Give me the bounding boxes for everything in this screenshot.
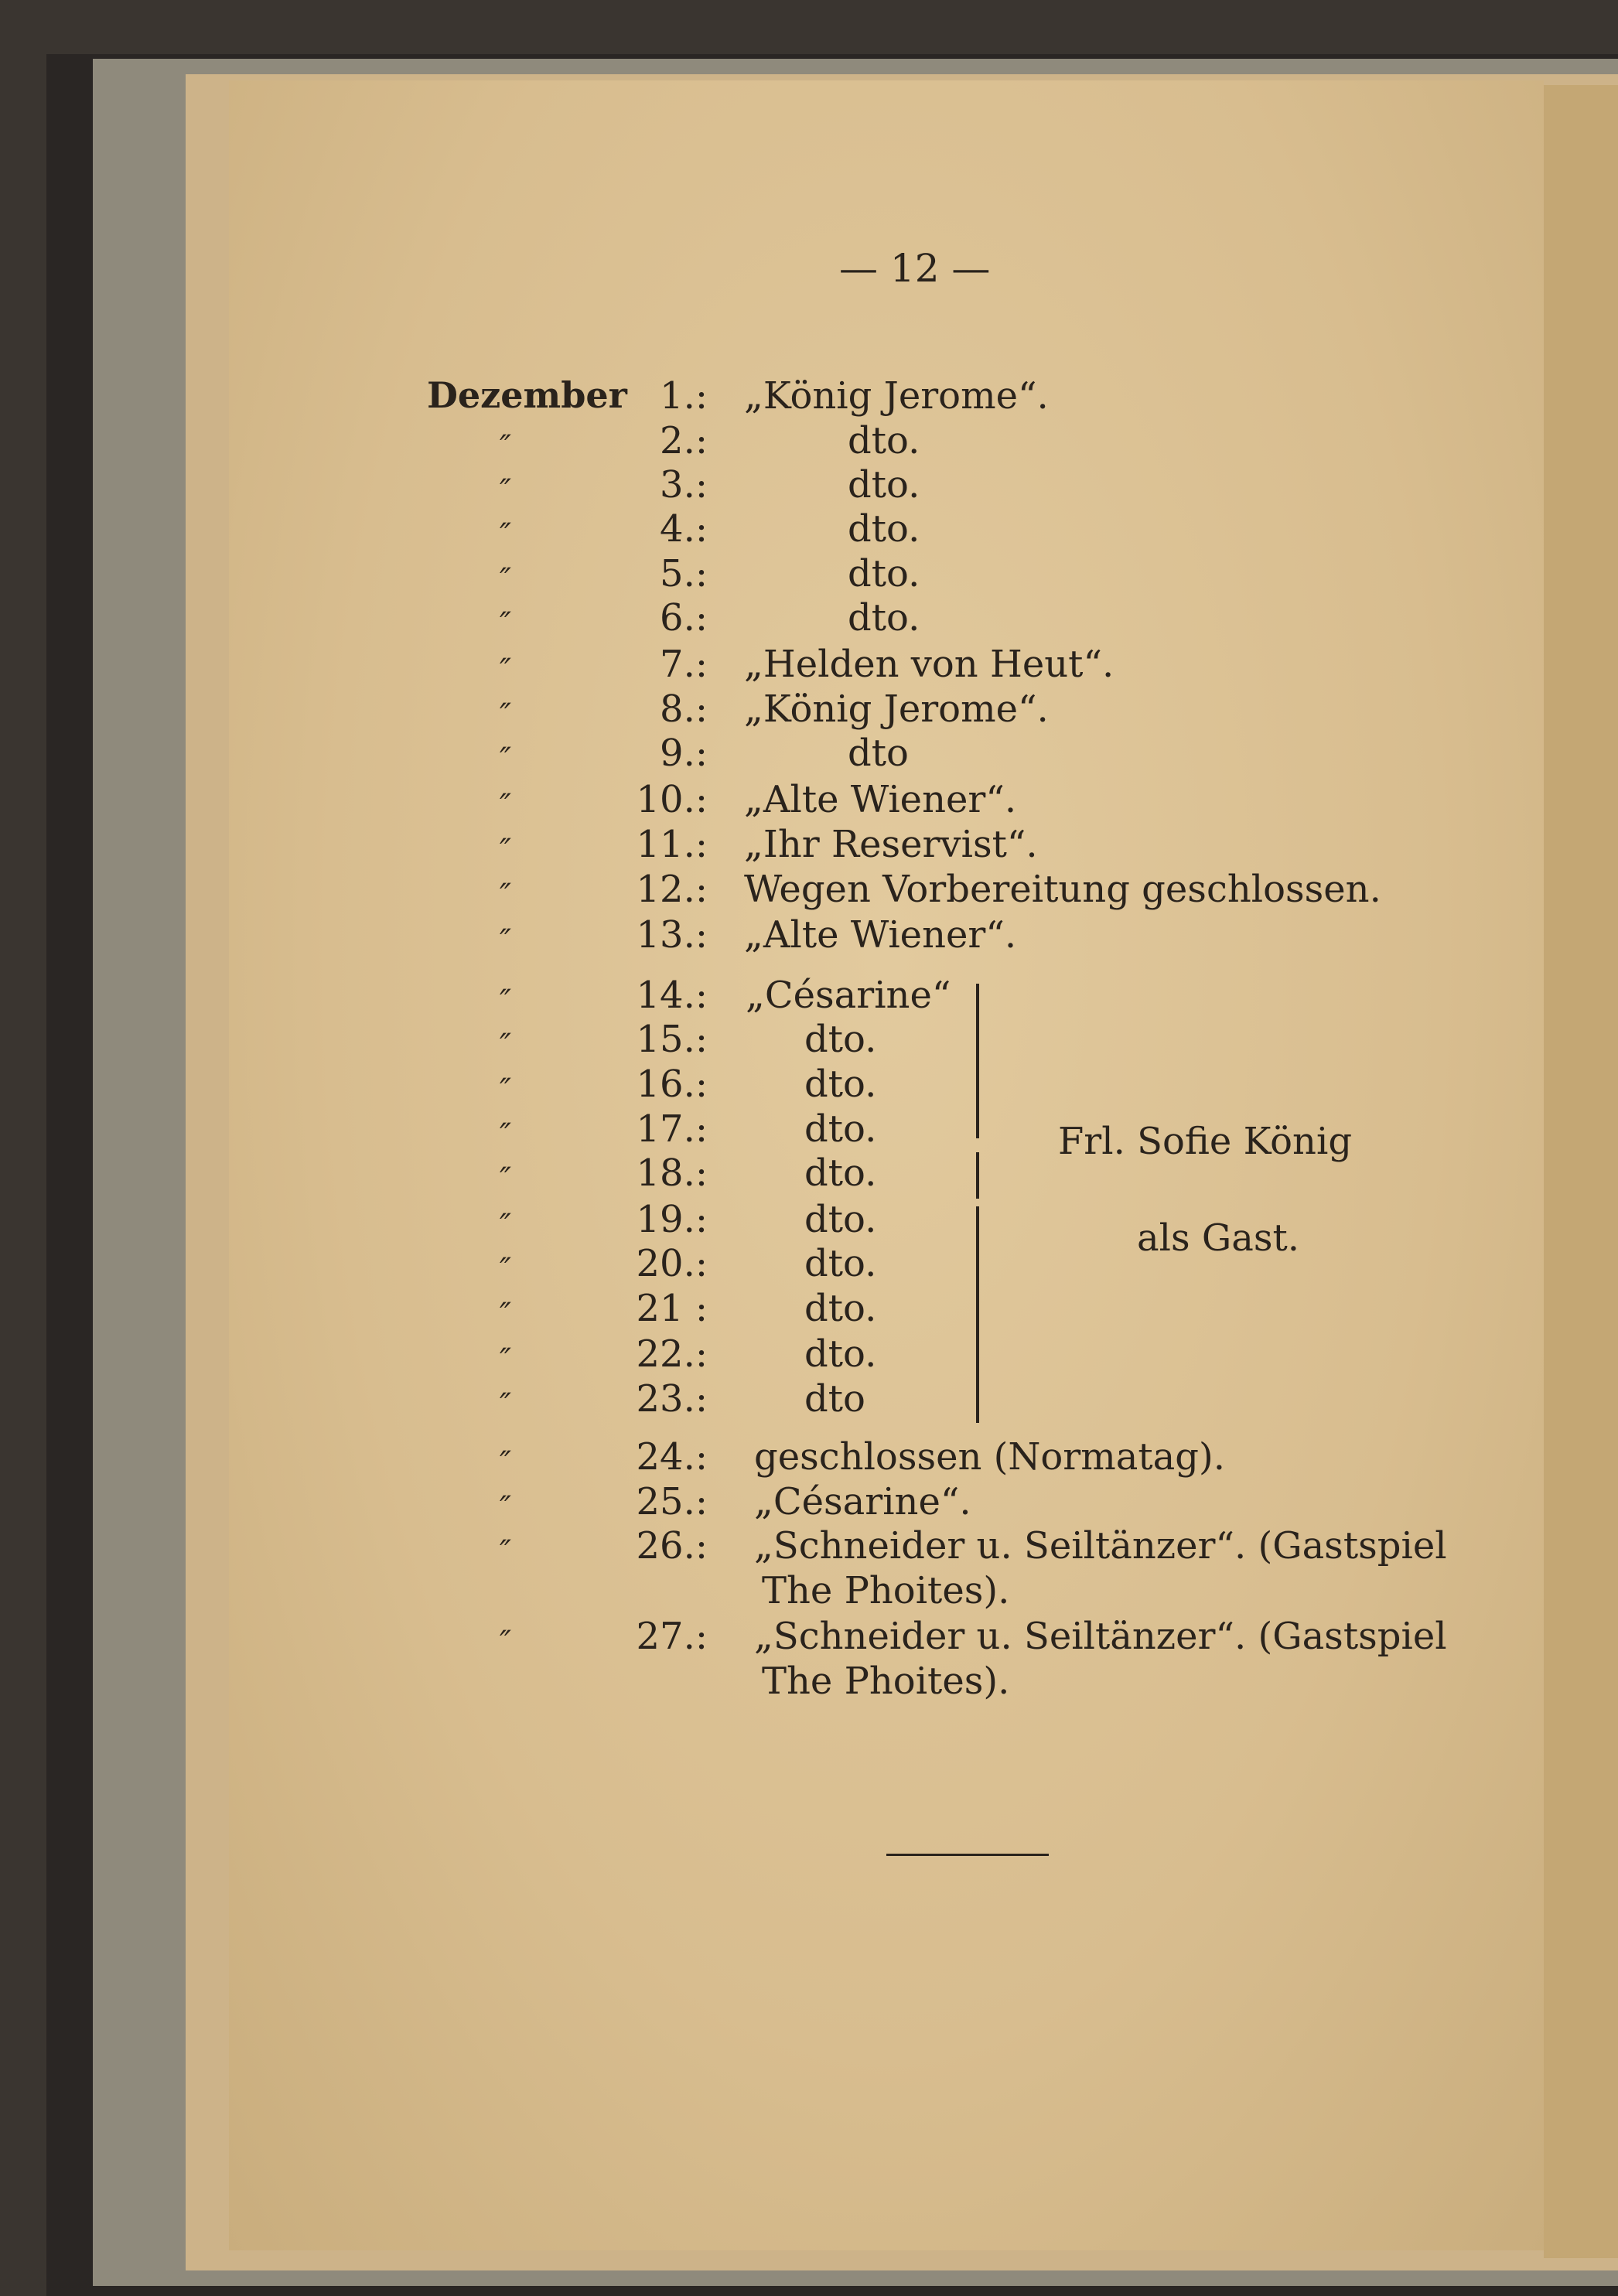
event-text: dto. xyxy=(848,419,920,462)
day-number: 27.: xyxy=(636,1615,708,1658)
event-text: dto xyxy=(848,732,909,775)
day-number: 3.: xyxy=(660,463,708,507)
guest-note-line2: als Gast. xyxy=(1137,1216,1299,1260)
day-number: 1.: xyxy=(660,374,708,418)
event-text: „Alte Wiener“. xyxy=(744,778,1017,821)
ditto-mark: ″ xyxy=(500,742,511,777)
event-text-continuation: The Phoites). xyxy=(762,1660,1010,1703)
ditto-mark: ″ xyxy=(500,1208,511,1244)
day-number: 4.: xyxy=(660,507,708,551)
ditto-mark: ″ xyxy=(500,788,511,824)
day-number: 15.: xyxy=(636,1018,708,1061)
ditto-mark: ″ xyxy=(500,1252,511,1288)
event-text: „Schneider u. Seiltänzer“. (Gastspiel xyxy=(754,1524,1447,1568)
ditto-mark: ″ xyxy=(500,562,511,598)
ditto-mark: ″ xyxy=(500,698,511,733)
day-number: 23.: xyxy=(636,1377,708,1421)
ditto-mark: ″ xyxy=(500,1162,511,1197)
bracket-line-top xyxy=(976,984,979,1138)
ditto-mark: ″ xyxy=(500,1117,511,1153)
day-number: 7.: xyxy=(660,643,708,686)
ditto-mark: ″ xyxy=(500,1387,511,1423)
event-text: „König Jerome“. xyxy=(744,687,1049,731)
day-number: 20.: xyxy=(636,1242,708,1285)
ditto-mark: ″ xyxy=(500,1342,511,1378)
day-number: 21 : xyxy=(636,1287,708,1330)
day-number: 13.: xyxy=(636,913,708,957)
day-number: 11.: xyxy=(636,823,708,866)
day-number: 8.: xyxy=(660,687,708,731)
event-text-continuation: The Phoites). xyxy=(762,1569,1010,1612)
event-text: dto. xyxy=(804,1107,877,1151)
day-number: 19.: xyxy=(636,1198,708,1241)
ditto-mark: ″ xyxy=(500,1073,511,1108)
ditto-mark: ″ xyxy=(500,1490,511,1526)
ditto-mark: ″ xyxy=(500,606,511,642)
ditto-mark: ″ xyxy=(500,878,511,913)
day-number: 26.: xyxy=(636,1524,708,1568)
day-number: 12.: xyxy=(636,868,708,911)
event-text: dto. xyxy=(804,1063,877,1106)
day-number: 2.: xyxy=(660,419,708,462)
day-number: 6.: xyxy=(660,596,708,640)
day-number: 18.: xyxy=(636,1151,708,1195)
ditto-mark: ″ xyxy=(500,1297,511,1332)
end-rule xyxy=(886,1854,1049,1856)
event-text: „Helden von Heut“. xyxy=(744,643,1115,686)
ditto-mark: ″ xyxy=(500,1028,511,1063)
event-text: „Césarine“. xyxy=(754,1480,971,1523)
bracket-line-mid xyxy=(976,1152,979,1199)
event-text: „Ihr Reservist“. xyxy=(744,823,1038,866)
ditto-mark: ″ xyxy=(500,923,511,959)
facing-page-edge xyxy=(1544,85,1618,2258)
ditto-mark: ″ xyxy=(500,517,511,553)
bracket-line-bottom xyxy=(976,1206,979,1423)
event-text: dto. xyxy=(804,1018,877,1061)
ditto-mark: ″ xyxy=(500,429,511,465)
ditto-mark: ″ xyxy=(500,653,511,688)
day-number: 17.: xyxy=(636,1107,708,1151)
ditto-mark: ″ xyxy=(500,1534,511,1570)
ditto-mark: ″ xyxy=(500,984,511,1019)
day-number: 10.: xyxy=(636,778,708,821)
event-text: „Césarine“ xyxy=(746,974,951,1017)
event-text: dto. xyxy=(848,507,920,551)
ditto-mark: ″ xyxy=(500,833,511,868)
event-text: „Alte Wiener“. xyxy=(744,913,1017,957)
event-text: dto xyxy=(804,1377,865,1421)
event-text: dto. xyxy=(804,1287,877,1330)
event-text: „Schneider u. Seiltänzer“. (Gastspiel xyxy=(754,1615,1447,1658)
event-text: dto. xyxy=(848,552,920,595)
ditto-mark: ″ xyxy=(500,1445,511,1481)
event-text: dto. xyxy=(804,1242,877,1285)
page-number: — 12 — xyxy=(839,246,991,291)
guest-note-line1: Frl. Sofie König xyxy=(1058,1120,1353,1163)
day-number: 24.: xyxy=(636,1435,708,1479)
event-text: geschlossen (Normatag). xyxy=(754,1435,1225,1479)
day-number: 25.: xyxy=(636,1480,708,1523)
event-text: dto. xyxy=(804,1151,877,1195)
day-number: 14.: xyxy=(636,974,708,1017)
event-text: dto. xyxy=(848,596,920,640)
event-text: „König Jerome“. xyxy=(744,374,1049,418)
day-number: 22.: xyxy=(636,1332,708,1376)
ditto-mark: ″ xyxy=(500,1625,511,1660)
day-number: 16.: xyxy=(636,1063,708,1106)
ditto-mark: ″ xyxy=(500,473,511,509)
event-text: dto. xyxy=(804,1198,877,1241)
day-number: 5.: xyxy=(660,552,708,595)
event-text: dto. xyxy=(804,1332,877,1376)
event-text: Wegen Vorbereitung geschlossen. xyxy=(744,868,1381,911)
event-text: dto. xyxy=(848,463,920,507)
day-number: 9.: xyxy=(660,732,708,775)
month-label: Dezember xyxy=(427,374,627,416)
